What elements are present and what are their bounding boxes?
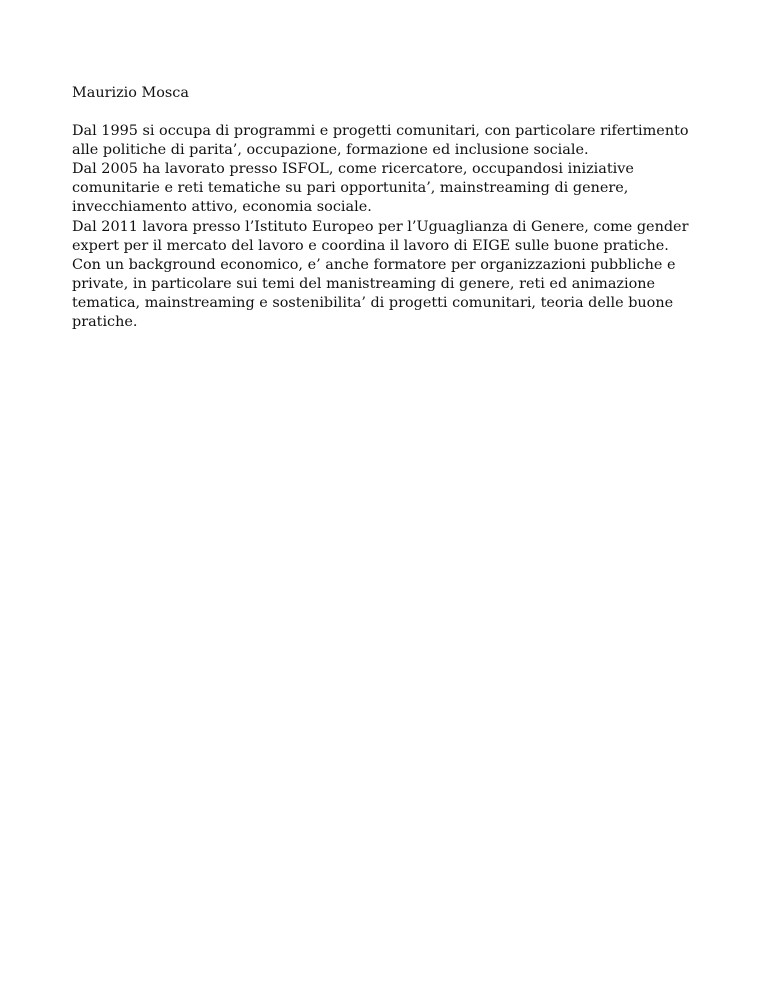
- bio-paragraph-4: Con un background economico, e’ anche formatore per organizzazioni pubbliche e private, in particolare sui temi del manistreaming di genere, reti ed animazione tematica, mainstreaming e sostenibilita’ di progetti comunitari, teoria delle buone pratiche.: [72, 256, 676, 331]
- bio-paragraph-2: Dal 2005 ha lavorato presso ISFOL, come ricercatore, occupandosi iniziative comunitarie e reti tematiche su pari opportunita’, mainstreaming di genere, invecchiamento attivo, economia sociale.: [72, 161, 634, 216]
- bio-paragraph-1: Dal 1995 si occupa di programmi e progetti comunitari, con particolare rifertimento alle politiche di parita’, occupazione, formazione ed inclusione sociale.: [72, 123, 689, 159]
- document-page: [72, 84, 712, 332]
- bio-paragraph-3: Dal 2011 lavora presso l’Istituto Europeo per l’Uguaglianza di Genere, come gender expert per il mercato del lavoro e coordina il lavoro di EIGE sulle buone pratiche.: [72, 218, 689, 254]
- author-name: Maurizio Mosca: [72, 85, 189, 101]
